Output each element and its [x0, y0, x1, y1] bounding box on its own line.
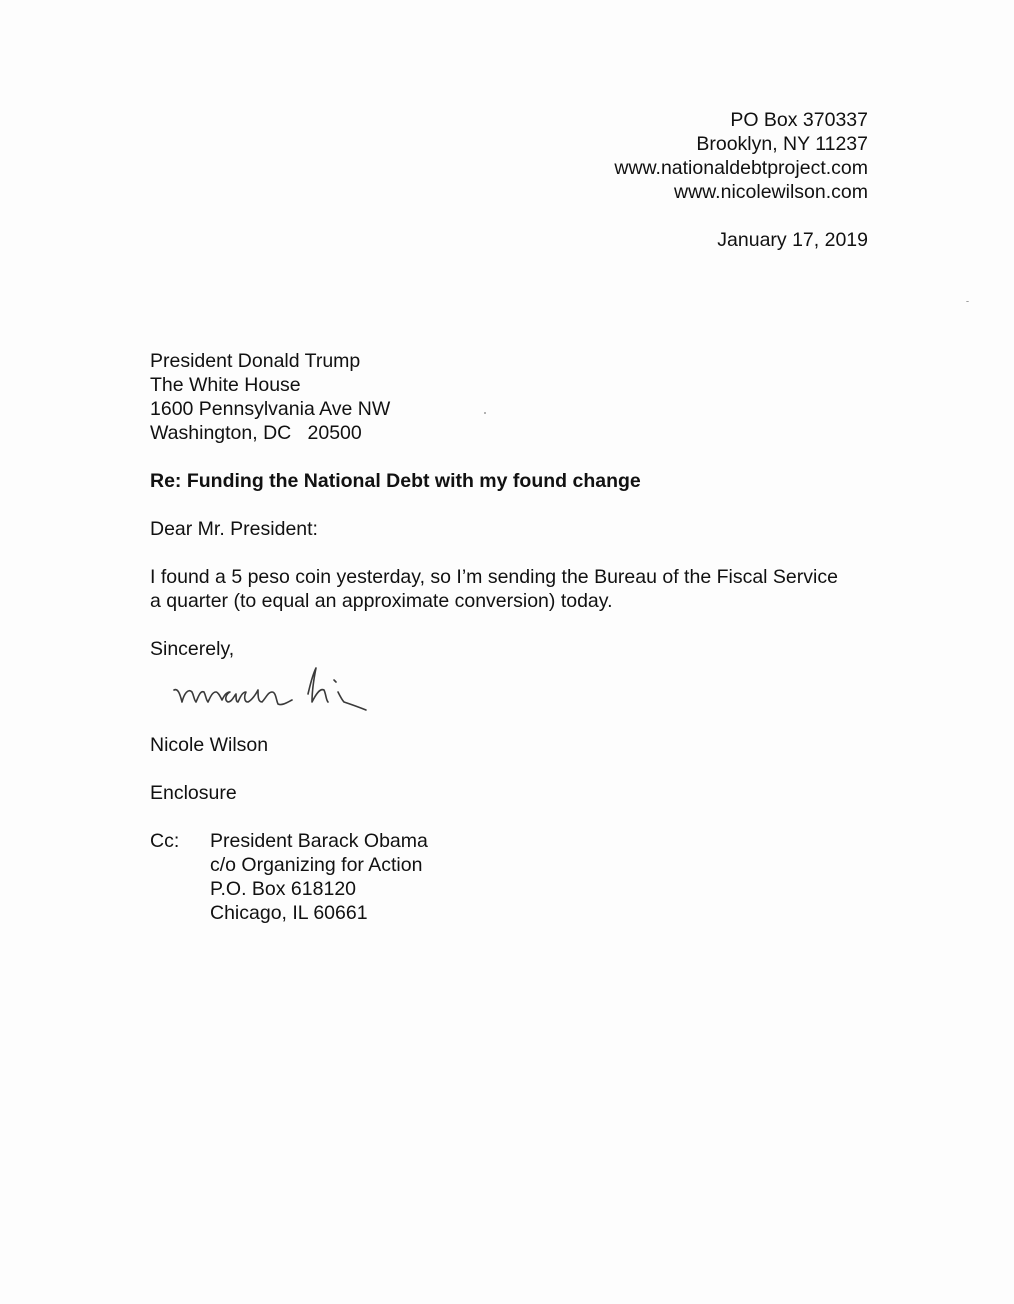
signer-name: Nicole Wilson [150, 734, 269, 756]
letter-body [150, 565, 880, 613]
scan-speck [966, 301, 969, 302]
handwritten-signature [170, 658, 400, 718]
closing: Sincerely, [150, 638, 235, 660]
subject-line: Re: Funding the National Debt with my found change [150, 470, 641, 492]
sender-city: Brooklyn, NY 11237 [696, 133, 868, 155]
enclosure-note: Enclosure [150, 782, 237, 804]
sender-po-box: PO Box 370337 [730, 109, 868, 131]
sender-website-2: www.nicolewilson.com [674, 181, 868, 203]
recipient-address-block [150, 349, 390, 445]
cc-po-box: P.O. Box 618120 [210, 878, 357, 900]
letter-date: January 17, 2019 [717, 229, 868, 251]
recipient-street: 1600 Pennsylvania Ave NW [150, 398, 391, 420]
cc-label: Cc: [150, 830, 180, 852]
body-line-2: a quarter (to equal an approximate conversion) today. [150, 590, 613, 612]
recipient-name: President Donald Trump [150, 350, 361, 372]
sender-website-1: www.nationaldebtproject.com [614, 157, 868, 179]
scan-speck [484, 412, 486, 414]
body-line-1: I found a 5 peso coin yesterday, so I’m sending the Bureau of the Fiscal Service [150, 566, 838, 588]
cc-city: Chicago, IL 60661 [210, 902, 368, 924]
recipient-org: The White House [150, 374, 301, 396]
recipient-city: Washington, DC 20500 [150, 422, 362, 444]
cc-address-block [210, 829, 428, 925]
salutation: Dear Mr. President: [150, 518, 318, 540]
sender-address-block [614, 108, 868, 204]
cc-name: President Barack Obama [210, 830, 428, 852]
cc-org: c/o Organizing for Action [210, 854, 423, 876]
